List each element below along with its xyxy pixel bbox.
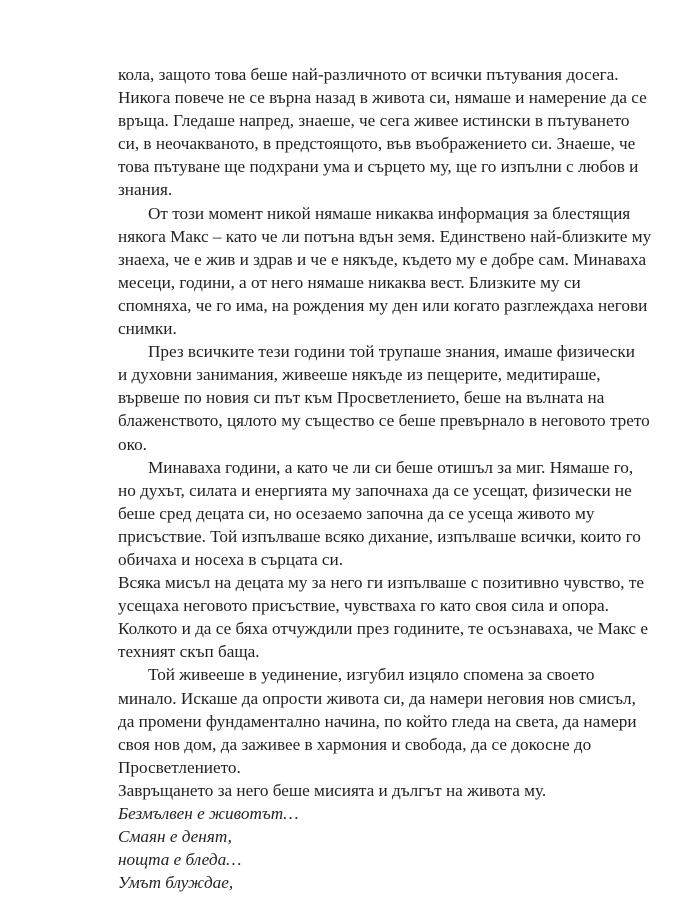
text-line: През всичките тези години той трупаше знания, имаше физически xyxy=(148,342,635,362)
text-line: Минаваха години, а като че ли си беше отишъл за миг. Нямаше го, xyxy=(148,457,634,477)
text-line: но духът, силата и енергията му започнаха да се усещат, физически не xyxy=(118,480,632,500)
verse-line: Смаян е денят, xyxy=(118,827,232,847)
text-line: Колкото и да се бяха отчуждили през годините, те осъзнаваха, че Макс е xyxy=(118,619,648,639)
text-line: си, в неочакваното, в предстоящото, във въображението си. Знаеше, че xyxy=(118,134,636,154)
text-line: Той живееше в уединение, изгубил изцяло спомена за своето xyxy=(148,665,595,685)
text-line: блаженството, цялото му същество се беше превърнало в неговото трето xyxy=(118,411,650,431)
text-line: кола, защото това беше най-различното от всички пътувания досега. xyxy=(118,65,619,84)
text-line: някога Макс – като че ли потъна вдън земя. Единствено най-близките му xyxy=(118,226,652,246)
text-line: беше сред децата си, но осезаемо започна да се усеща живото му xyxy=(118,503,595,523)
text-line: месеци, години, а от него нямаше никаква вест. Близките му си xyxy=(118,272,581,292)
text-line: обичаха и носеха в сърцата си. xyxy=(118,549,344,569)
text-line: Всяка мисъл на децата му за него ги изпълваше с позитивно чувство, те xyxy=(118,573,645,593)
verse-line: Умът блуждае, xyxy=(118,873,234,893)
text-line: знания. xyxy=(118,180,173,200)
text-line: око. xyxy=(118,434,147,454)
text-line: присъствие. Той изпълваше всяко дихание, изпълваше всички, които го xyxy=(118,526,641,546)
text-line: усещаха неговото присъствие, чувстваха го като своя сила и опора. xyxy=(118,596,609,616)
verse-line: Безмълвен е животът… xyxy=(118,804,299,823)
text-line: техният скъп баща. xyxy=(118,642,260,662)
text-line: От този момент никой нямаше никаква информация за блестящия xyxy=(148,203,631,223)
text-line: Просветлението. xyxy=(118,757,241,777)
text-line: това пътуване ще подхрани ума и сърцето му, ще го изпълни с любов и xyxy=(118,157,639,177)
verse-line: нощта е бледа… xyxy=(118,850,242,870)
text-line: знаеха, че е жив и здрав и че е някъде, където му е добре сам. Минаваха xyxy=(118,249,647,269)
text-line: снимки. xyxy=(118,319,177,339)
text-line: минало. Искаше да опрости живота си, да намери неговия нов смисъл, xyxy=(118,688,636,708)
text-line: Никога повече не се върна назад в живота си, нямаше и намерение да се xyxy=(118,88,647,108)
body-text xyxy=(118,63,658,894)
text-line: спомняха, че го има, на рождения му ден или когато разглеждаха негови xyxy=(118,295,648,315)
text-line: връща. Гледаше напред, знаеше, че сега живее истински в пътуването xyxy=(118,111,630,131)
text-line: да промени фундаментално начина, по който гледа на света, да намери xyxy=(118,711,637,731)
text-line: вървеше по новия си път към Просветлението, беше на вълната на xyxy=(118,388,605,408)
text-line: и духовни занимания, живееше някъде из пещерите, медитираше, xyxy=(118,365,601,385)
text-line: своя нов дом, да заживее в хармония и свобода, да се докосне до xyxy=(118,734,592,754)
text-line: Завръщането за него беше мисията и дългът на живота му. xyxy=(118,780,547,800)
